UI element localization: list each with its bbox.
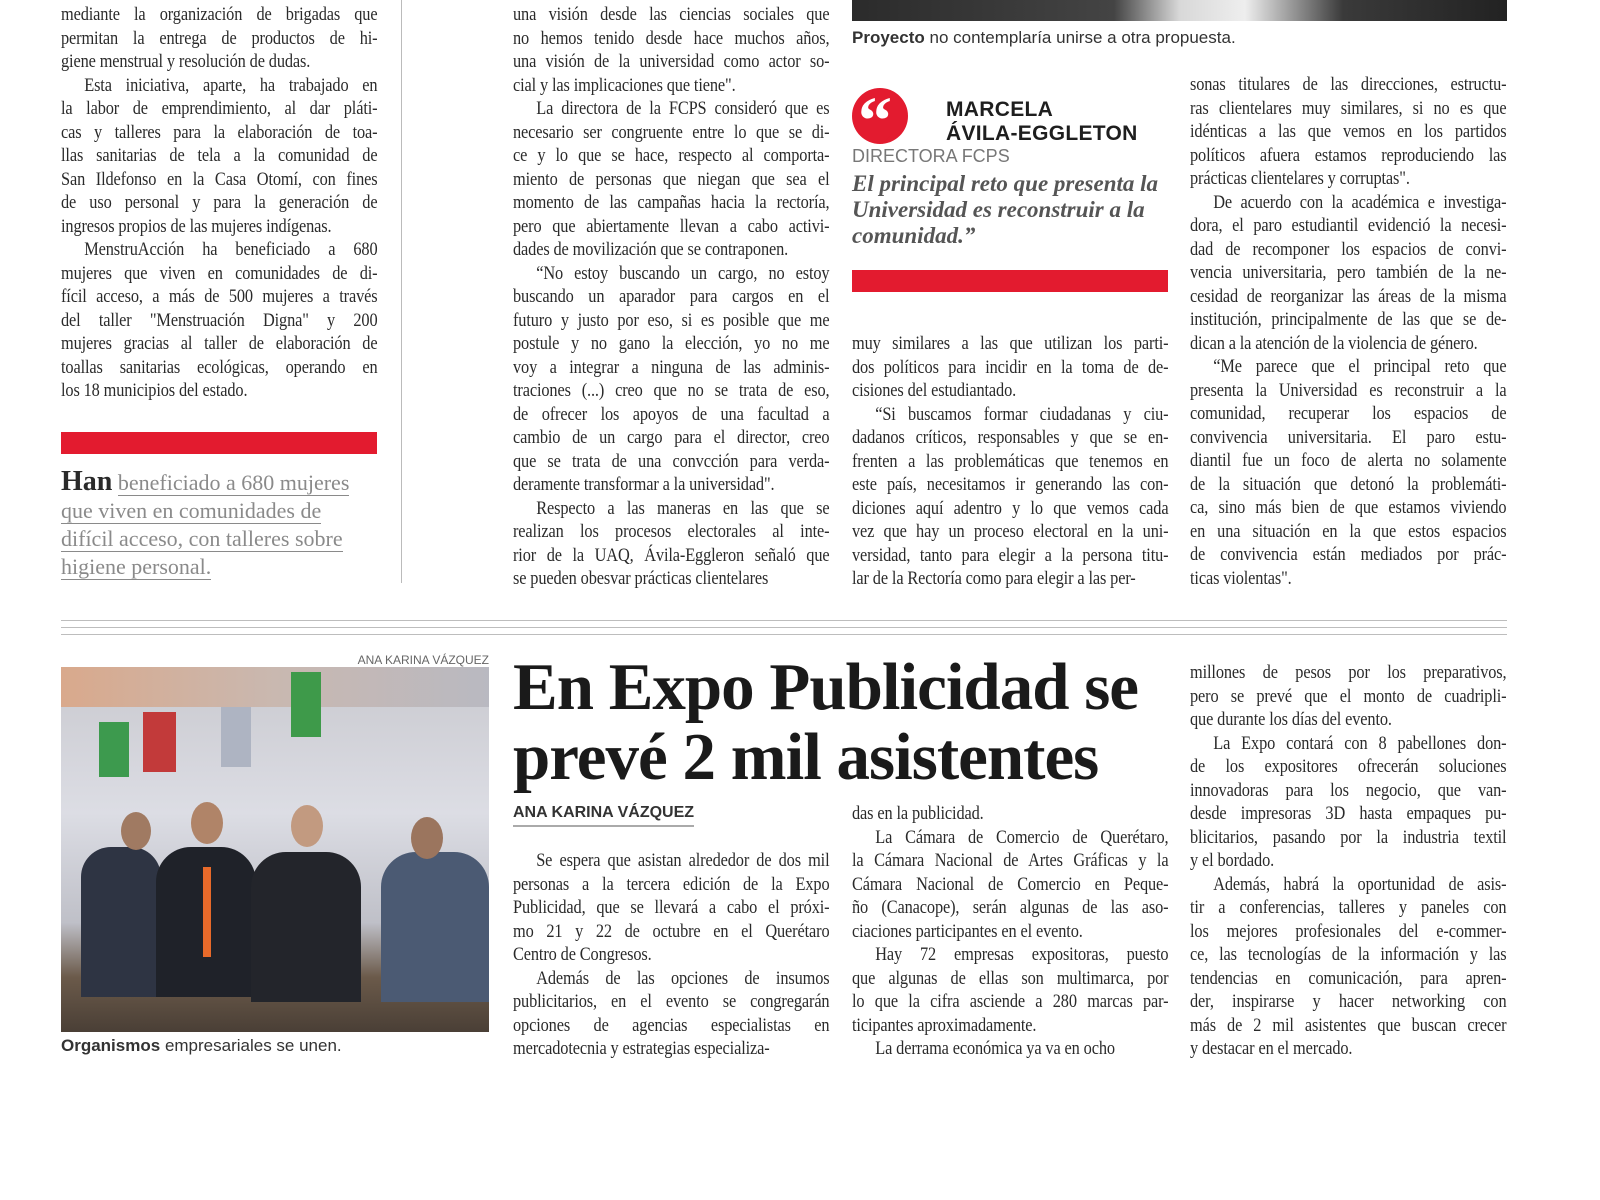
text-line: mujeres que viven en comunidades de di- xyxy=(61,262,378,284)
text-line: dora, el paro estudiantil evidenció la necesi- xyxy=(1190,215,1507,236)
text-line: versidad, tanto para elegir a la persona titu- xyxy=(852,544,1169,566)
text-line: no hemos tenido desde hace muchos años, xyxy=(513,27,830,49)
text-line: innovadoras para los negocio, que van- xyxy=(1190,779,1507,801)
text-line: ras clientelares muy similares, si no es que xyxy=(1190,97,1507,119)
text-line: de uso personal y para la generación de xyxy=(61,192,378,213)
text-line: millones de pesos por los preparativos, xyxy=(1190,662,1507,683)
article-column-3 xyxy=(852,332,1168,591)
text-line: la labor de emprendimiento, al dar pláti- xyxy=(61,98,378,119)
text-line: los mejores profesionales del e-commer- xyxy=(1190,920,1507,942)
paragraph xyxy=(1190,73,1506,191)
text-line: fícil acceso, a más de 500 mujeres a través xyxy=(61,286,378,307)
paragraph xyxy=(1190,732,1506,873)
red-divider-bar xyxy=(852,270,1168,292)
text-line: ño (Canacope), serán algunas de las aso- xyxy=(852,897,1169,918)
text-line: La derrama económica ya va en ocho xyxy=(875,1038,1115,1059)
text-line: idénticas a las que vemos en los partidos xyxy=(1190,121,1507,142)
text-line: cas y talleres para la elaboración de toa- xyxy=(61,121,378,143)
text-line: ingresos propios de las mujeres indígenas. xyxy=(61,215,332,237)
article-column-3 xyxy=(852,802,1168,1061)
text-line: la Cámara Nacional de Artes Gráficas y la xyxy=(852,850,1169,871)
text-line: dos políticos para incidir en la toma de de- xyxy=(852,356,1169,378)
paragraph xyxy=(1190,661,1506,732)
text-line: futuro y justo por eso, si es posible que me xyxy=(513,309,830,331)
text-line: La Cámara de Comercio de Querétaro, xyxy=(875,826,1169,848)
text-line: Cámara Nacional de Comercio en Peque- xyxy=(852,873,1169,895)
text-line: tendencias en comunicación, para apren- xyxy=(1190,967,1507,989)
quote-author-first: MARCELA xyxy=(946,98,1054,121)
paragraph xyxy=(513,849,829,967)
paragraph xyxy=(852,826,1168,944)
text-line: una visión desde las ciencias sociales que xyxy=(513,4,830,25)
text-line: y destacar en el mercado. xyxy=(1190,1038,1353,1059)
article-column-2 xyxy=(513,3,829,591)
text-line: ce, las tecnologías de la información y las xyxy=(1190,944,1507,965)
text-line: realizan los procesos electorales al inte- xyxy=(513,521,830,542)
quote-text: El principal reto que presenta la Universidad es reconstruir a la comunidad.” xyxy=(852,171,1159,248)
paragraph xyxy=(1190,355,1506,590)
text-line: rior de la UAQ, Ávila-Eggleron señaló que xyxy=(513,544,830,566)
paragraph xyxy=(61,3,377,74)
text-line: Respecto a las maneras en las que se xyxy=(536,497,830,519)
text-line: ce y lo que se hace, respecto al comporta- xyxy=(513,145,830,166)
text-line: toallas sanitarias ecológicas, operando en xyxy=(61,356,378,378)
text-line: La directora de la FCPS consideró que es xyxy=(536,98,830,119)
text-line: postule y no gano la elección, yo no me xyxy=(513,333,830,354)
text-line: traciones (...) creo que no se trata de eso, xyxy=(513,380,830,401)
text-line: prácticas clientelares y corruptas". xyxy=(1190,168,1410,189)
paragraph xyxy=(852,403,1168,591)
article-photo xyxy=(852,0,1507,21)
text-line: cesidad de reorganizar las áreas de la misma xyxy=(1190,285,1507,307)
text-line: de convivencia están mediados por prác- xyxy=(1190,544,1507,565)
pull-quote-text: beneficiado a 680 mujeres que viven en comunidades de difícil acceso, con talleres sobre higiene personal. xyxy=(61,470,350,579)
text-line: lo que la cifra asciende a 280 marcas par- xyxy=(852,991,1169,1012)
text-line: en una situación en la que estos espacios xyxy=(1190,520,1507,542)
text-line: comunidad, recuperar los espacios de xyxy=(1190,403,1507,424)
text-line: Además de las opciones de insumos xyxy=(536,967,830,989)
text-line: Esta iniciativa, aparte, ha trabajado en xyxy=(84,74,378,96)
pull-quote xyxy=(61,468,371,581)
text-line: mediante la organización de brigadas que xyxy=(61,4,378,25)
text-line: momento de las campañas hacia la rectoría, xyxy=(513,192,830,213)
text-line: personas a la tercera edición de la Expo xyxy=(513,873,830,895)
section-divider xyxy=(61,620,1507,621)
text-line: políticos afuera estamos reproduciendo las xyxy=(1190,144,1507,166)
text-line: giene menstrual y resolución de dudas. xyxy=(61,51,311,72)
text-line: MenstruAcción ha beneficiado a 680 xyxy=(84,239,378,260)
text-line: necesario ser congruente entre lo que se di- xyxy=(513,121,830,143)
headline-line-2: prevé 2 mil asistentes xyxy=(513,720,1099,794)
text-line: ticipantes aproximadamente. xyxy=(852,1014,1037,1036)
paragraph xyxy=(513,97,829,262)
text-line: dadanos críticos, responsables y que se en- xyxy=(852,427,1169,448)
text-line: blicitarios, pasando por la industria textil xyxy=(1190,826,1507,848)
column-rule xyxy=(401,0,402,583)
text-line: frenten a las problemáticas que tenemos en xyxy=(852,450,1169,472)
photo-caption-lead: Proyecto xyxy=(852,28,925,47)
text-line: que se trata de una convcción para verda- xyxy=(513,450,830,472)
text-line: mo 21 y 22 de octubre en el Querétaro xyxy=(513,920,830,942)
text-line: diantil fue un foco de alerta no solamente xyxy=(1190,450,1507,471)
text-line: dican a la atención de la violencia de género. xyxy=(1190,332,1478,354)
text-line: cisiones del estudiantado. xyxy=(852,380,1017,401)
article-photo-meeting xyxy=(61,667,489,1032)
photo-credit: ANA KARINA VÁZQUEZ xyxy=(357,653,489,667)
text-line: der, inspirarse y hacer networking con xyxy=(1190,991,1507,1012)
text-line: tir a conferencias, talleres y paneles con xyxy=(1190,897,1507,918)
quote-author-last: ÁVILA-EGGLETON xyxy=(946,122,1138,145)
text-line: los 18 municipios del estado. xyxy=(61,380,248,401)
article-column-4 xyxy=(1190,73,1506,590)
text-line: “Me parece que el principal reto que xyxy=(1213,356,1507,377)
text-line: voy a integrar a ninguna de las adminis- xyxy=(513,356,830,378)
text-line: dad de recomponer los espacios de convi- xyxy=(1190,238,1507,260)
text-line: das en la publicidad. xyxy=(852,803,984,824)
quote-icon: “ xyxy=(852,88,908,144)
text-line: ticas violentas". xyxy=(1190,567,1292,589)
text-line: ciaciones participantes en el evento. xyxy=(852,920,1083,942)
text-line: pero que abiertamente llevan a cabo activi- xyxy=(513,215,830,237)
quote-author xyxy=(946,98,1138,146)
text-line: miento de personas que niegan que sea el xyxy=(513,168,830,190)
text-line: de ofrecer los apoyos de una facultad a xyxy=(513,403,830,425)
text-line: “No estoy buscando un cargo, no estoy xyxy=(536,262,830,284)
pull-quote-lead: Han xyxy=(61,466,113,497)
text-line: desde impresoras 3D hasta empaques pu- xyxy=(1190,803,1507,824)
text-line: de la situación que detonó la problemáti- xyxy=(1190,473,1507,495)
text-line: vencia universitaria, pero también de la ne- xyxy=(1190,262,1507,283)
text-line: que algunas de ellas son multimarca, por xyxy=(852,967,1169,989)
red-divider-bar xyxy=(61,432,377,454)
text-line: de los expositores ofrecerán soluciones xyxy=(1190,756,1507,777)
text-line: publicitarios, en el evento se congregarán xyxy=(513,991,830,1012)
text-line: mercadotecnia y estrategias especializa- xyxy=(513,1038,770,1059)
text-line: buscando un aparador para cargos en el xyxy=(513,286,830,307)
text-line: vez que hay un proceso electoral en la uni- xyxy=(852,521,1169,542)
text-line: institución, principalmente de las que se de- xyxy=(1190,309,1507,330)
text-line: cial y las implicaciones que tiene". xyxy=(513,74,736,96)
article-column-4 xyxy=(1190,661,1506,1061)
text-line: De acuerdo con la académica e investiga- xyxy=(1213,191,1507,213)
text-line: ca, sino más bien de que estamos viviendo xyxy=(1190,497,1507,518)
text-line: San Ildefonso en la Casa Otomí, con fines xyxy=(61,168,378,190)
paragraph xyxy=(513,262,829,497)
text-line: diciones aquí adentro y lo que vemos cada xyxy=(852,497,1169,519)
paragraph xyxy=(852,1037,1168,1061)
paragraph xyxy=(513,497,829,591)
paragraph xyxy=(61,74,377,239)
text-line: una visión de la universidad como actor so- xyxy=(513,51,830,72)
headline-line-1: En Expo Publicidad se xyxy=(513,650,1139,724)
text-line: llas sanitarias de tela a la comunidad de xyxy=(61,145,378,166)
text-line: Además, habrá la oportunidad de asis- xyxy=(1213,873,1507,895)
text-line: más de 2 mil asistentes que buscan crecer xyxy=(1190,1014,1507,1036)
photo-caption-text: empresariales se unen. xyxy=(164,1036,342,1055)
paragraph xyxy=(1190,191,1506,356)
text-line: que durante los días del evento. xyxy=(1190,709,1392,730)
photo-caption-lead: Organismos xyxy=(61,1036,161,1055)
text-line: del taller "Menstruación Digna" y 200 xyxy=(61,309,378,331)
paragraph xyxy=(852,943,1168,1037)
text-line: pero se prevé que el monto de cuadripli- xyxy=(1190,685,1507,707)
text-line: convivencia universitaria. El paro estu- xyxy=(1190,426,1507,448)
section-divider xyxy=(61,627,1507,628)
text-line: Publicidad, que se llevará a cabo el próxi- xyxy=(513,897,830,918)
text-line: lar de la Rectoría como para elegir a las per- xyxy=(852,568,1136,589)
text-line: Hay 72 empresas expositoras, puesto xyxy=(875,944,1169,965)
text-line: presenta la Universidad es reconstruir a la xyxy=(1190,379,1507,401)
paragraph xyxy=(852,332,1168,403)
headline xyxy=(513,652,1138,792)
text-line: Centro de Congresos. xyxy=(513,944,652,965)
text-line: permitan la entrega de productos de hi- xyxy=(61,27,378,49)
byline: ANA KARINA VÁZQUEZ xyxy=(513,804,694,827)
paragraph xyxy=(1190,873,1506,1061)
article-column-1 xyxy=(61,3,377,403)
photo-caption xyxy=(61,1036,342,1056)
paragraph xyxy=(513,3,829,97)
photo-caption xyxy=(852,28,1236,48)
paragraph xyxy=(61,238,377,403)
text-line: opciones de agencias especialistas en xyxy=(513,1014,830,1036)
text-line: Se espera que asistan alrededor de dos mil xyxy=(536,850,830,871)
paragraph xyxy=(513,967,829,1061)
photo-caption-text: no contemplaría unirse a otra propuesta. xyxy=(929,28,1236,47)
text-line: “Si buscamos formar ciudadanas y ciu- xyxy=(875,403,1169,425)
text-line: mujeres gracias al taller de elaboración de xyxy=(61,333,378,354)
text-line: cambio de un cargo para el director, creo xyxy=(513,427,830,448)
text-line: y el bordado. xyxy=(1190,850,1275,871)
quote-author-role: DIRECTORA FCPS xyxy=(852,146,1010,166)
text-line: sonas titulares de las direcciones, estructu- xyxy=(1190,74,1507,95)
text-line: dades de movilización que se contraponen. xyxy=(513,239,789,260)
text-line: La Expo contará con 8 pabellones don- xyxy=(1213,732,1507,754)
article-column-2 xyxy=(513,849,829,1061)
paragraph xyxy=(852,802,1168,826)
text-line: este país, necesitamos ir generando las con- xyxy=(852,474,1169,495)
text-line: muy similares a las que utilizan los parti- xyxy=(852,333,1169,354)
section-divider xyxy=(61,634,1507,635)
text-line: se pueden obesvar prácticas clientelares xyxy=(513,568,769,589)
text-line: deramente transformar a la universidad". xyxy=(513,474,775,495)
